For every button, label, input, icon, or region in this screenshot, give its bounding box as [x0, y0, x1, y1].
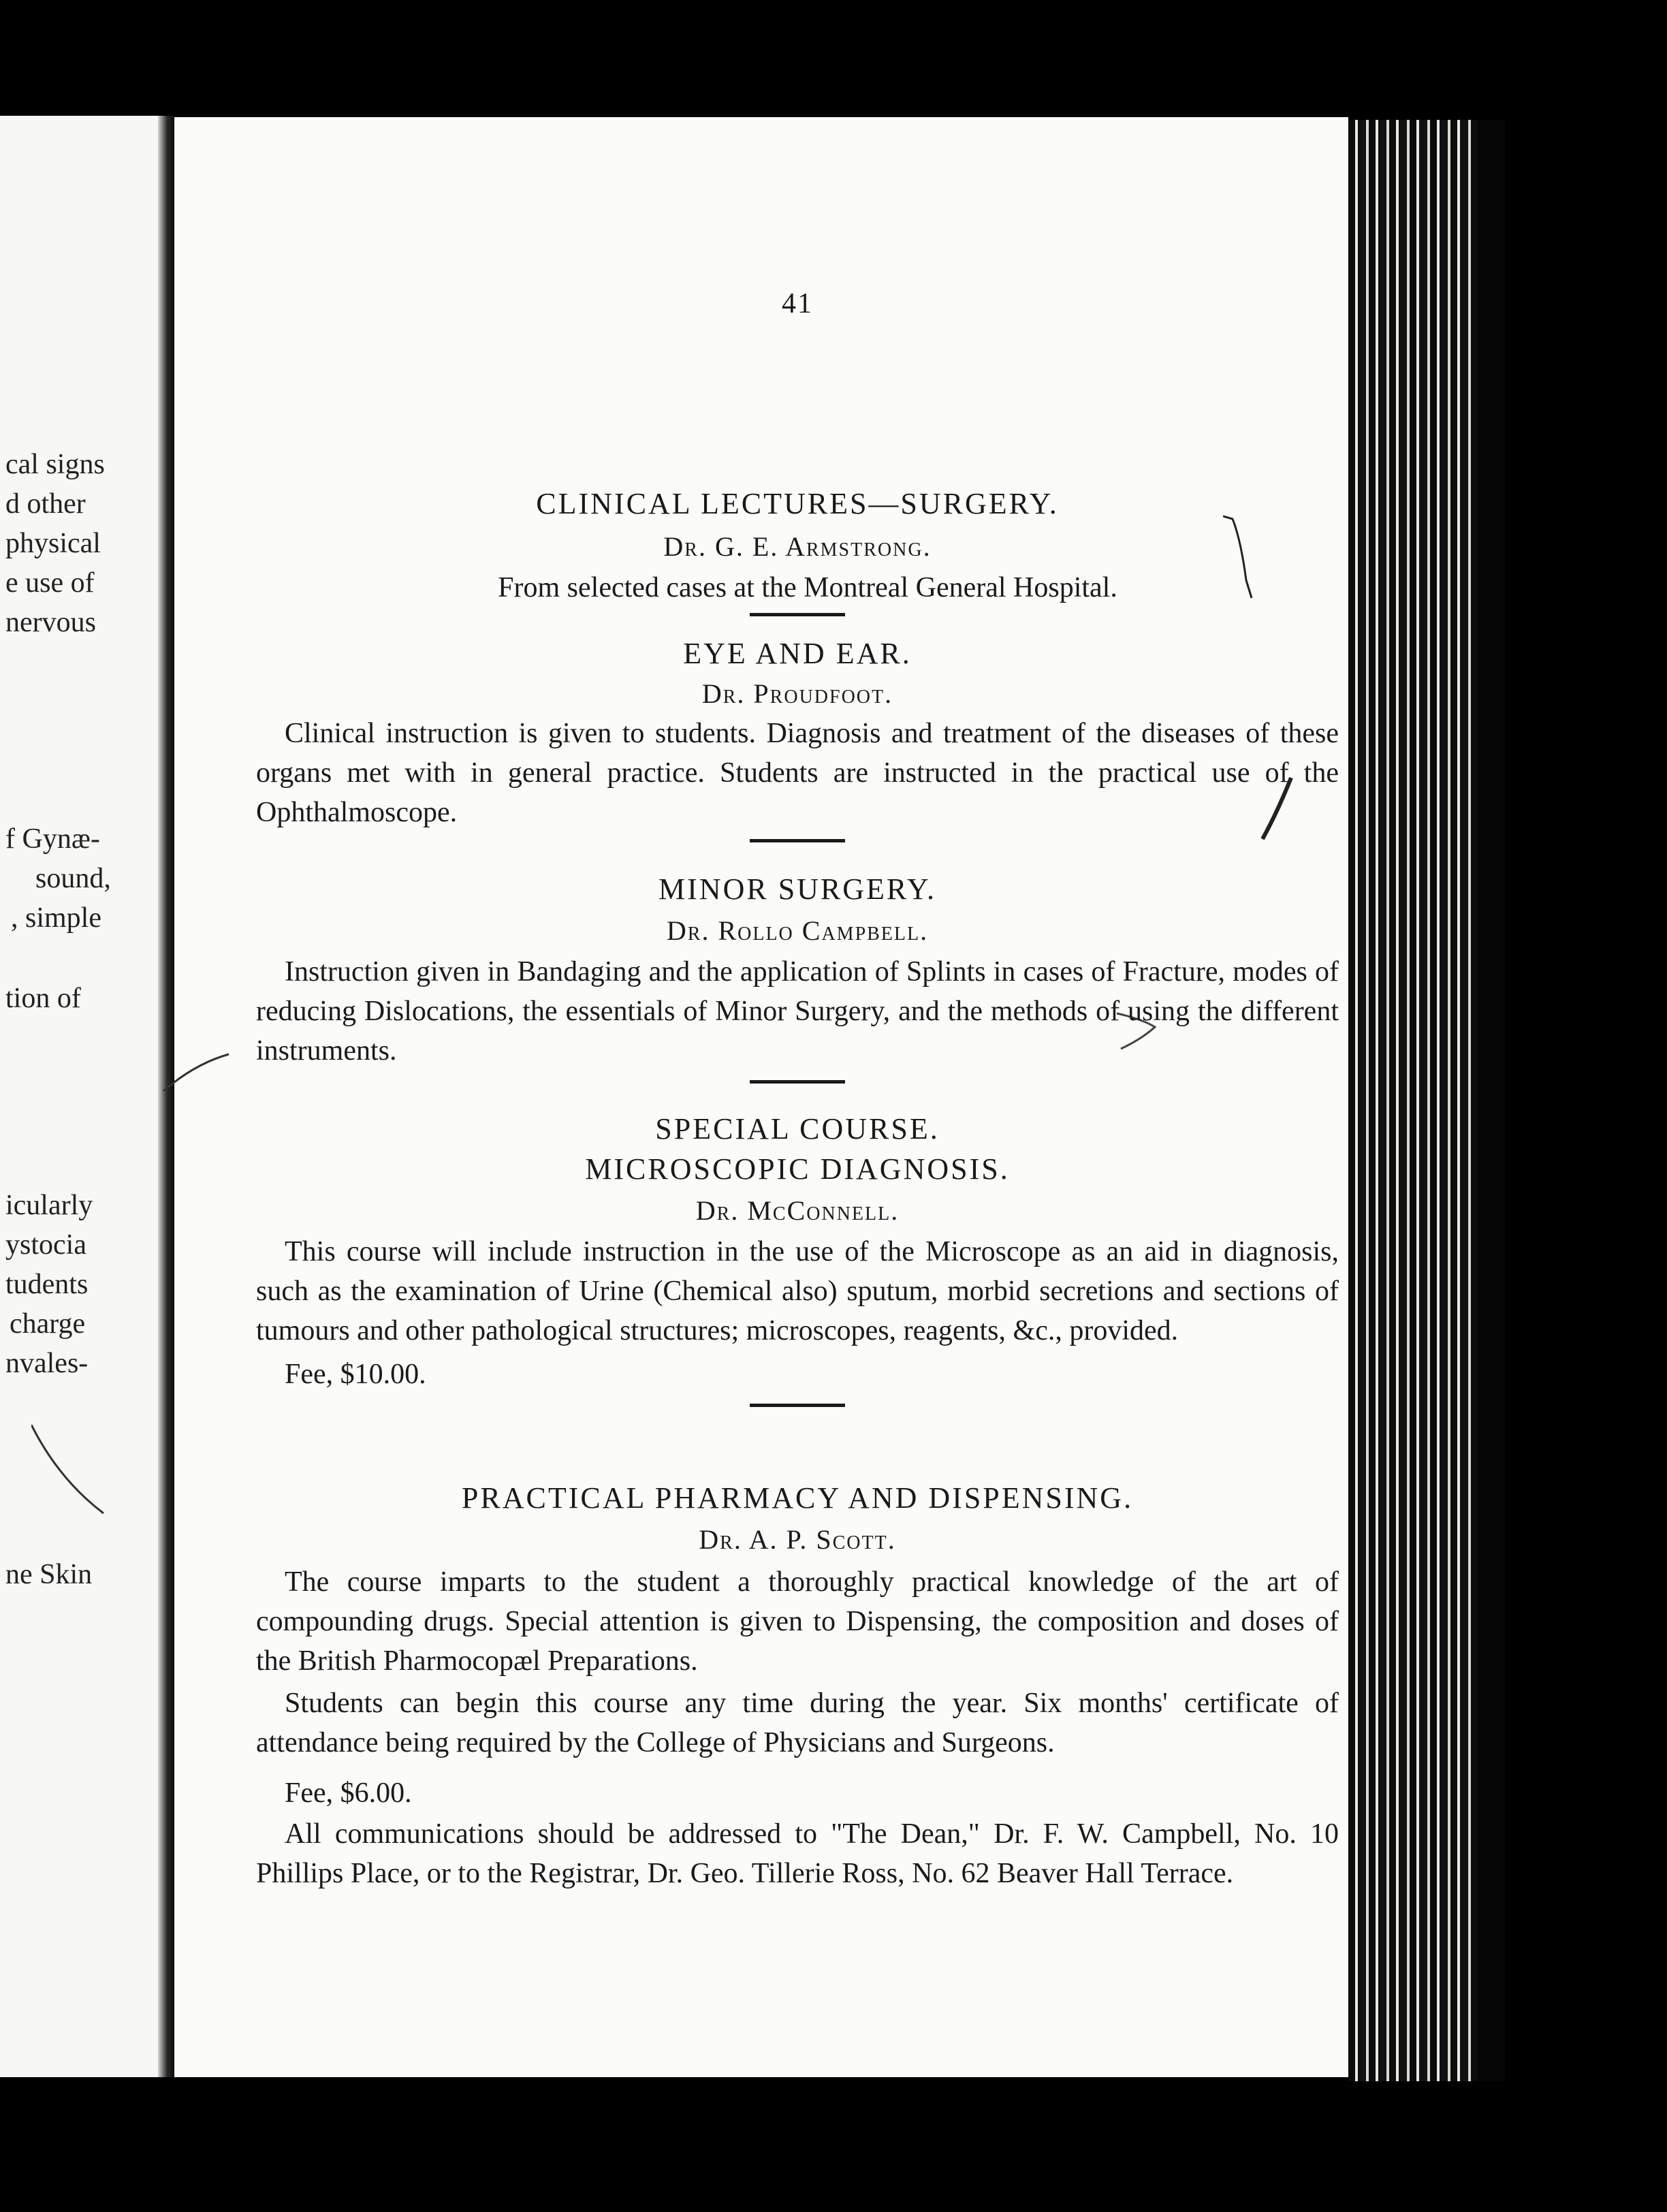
left-fragment: tion of: [5, 983, 81, 1014]
left-fragment: , simple: [11, 902, 101, 934]
left-fragment: icularly: [5, 1190, 93, 1221]
section-special-course: [256, 1111, 1339, 1407]
fee-text: Fee, $6.00.: [285, 1778, 412, 1809]
left-fragment: ne Skin: [5, 1559, 93, 1590]
section-pharmacy: [256, 1481, 1339, 1893]
left-facing-page: [0, 116, 158, 2077]
section-text: Students can begin this course any time during the year. Six months' certificate of attendance being required by the College of Physicians and Surgeons.: [256, 1688, 1339, 1758]
section-text: Instruction given in Bandaging and the application of Splints in cases of Fracture, modes of reducing Dislocations, the essentials of Minor Surgery, and the methods of using the different instruments.: [256, 956, 1339, 1066]
main-page: [174, 117, 1348, 2077]
section-divider: [750, 613, 845, 616]
left-fragment: f Gynæ-: [5, 823, 100, 855]
section-title: MINOR SURGERY.: [658, 872, 936, 906]
section-subtitle: MICROSCOPIC DIAGNOSIS.: [585, 1152, 1010, 1186]
section-divider: [750, 1404, 845, 1407]
lecturer-name: Dr. A. P. Scott.: [699, 1524, 896, 1555]
left-fragment: sound,: [35, 863, 111, 894]
lecturer-name: Dr. McConnell.: [695, 1195, 900, 1226]
left-fragment: tudents: [5, 1269, 89, 1300]
section-title: PRACTICAL PHARMACY AND DISPENSING.: [461, 1481, 1134, 1515]
section-text: From selected cases at the Montreal General Hospital.: [498, 572, 1117, 603]
left-fragment: charge: [10, 1308, 86, 1340]
lecturer-name: Dr. Proudfoot.: [701, 678, 893, 709]
section-surgery: [256, 486, 1339, 616]
section-title: EYE AND EAR.: [683, 637, 912, 670]
left-fragment: ystocia: [5, 1229, 86, 1261]
left-fragment: d other: [5, 488, 86, 520]
section-text: Clinical instruction is given to students. Diagnosis and treatment of the diseases of these organs met with in general practice. Students are instructed in the practical use of the Ophthalmoscope.: [256, 718, 1339, 828]
page-number: 41: [782, 288, 813, 319]
section-divider: [750, 839, 845, 842]
section-text: This course will include instruction in the use of the Microscope as an aid in diagnosis, such as the examination of Urine (Chemical also) sputum, morbid secretions and sections of tumours and other pathological structures; microscopes, reagents, &c., provided.: [256, 1236, 1339, 1346]
fee-text: Fee, $10.00.: [285, 1359, 426, 1390]
section-minor-surgery: [256, 872, 1339, 1084]
section-divider: [750, 1080, 845, 1084]
left-fragment: nervous: [5, 607, 96, 638]
section-title: CLINICAL LECTURES—SURGERY.: [536, 487, 1059, 520]
book-cover-edge: [1478, 120, 1505, 2081]
left-fragment: cal signs: [5, 449, 105, 480]
contact-text: All communications should be addressed to "The Dean," Dr. F. W. Campbell, No. 10 Phillips Place, or to the Registrar, Dr. Geo. Tillerie Ross, No. 62 Beaver Hall Terrace.: [256, 1818, 1339, 1889]
pen-mark-icon: [161, 1050, 236, 1105]
left-fragment: nvales-: [5, 1348, 89, 1379]
section-eye-ear: [256, 636, 1339, 842]
lecturer-name: Dr. G. E. Armstrong.: [663, 531, 932, 562]
section-title: SPECIAL COURSE.: [655, 1112, 940, 1146]
left-fragment: e use of: [5, 567, 95, 599]
section-text: The course imparts to the student a thoroughly practical knowledge of the art of compounding drugs. Special attention is given to Dispensing, the composition and doses of the British Pharmocopæl Preparations.: [256, 1566, 1339, 1677]
left-fragment: physical: [5, 528, 101, 559]
lecturer-name: Dr. Rollo Campbell.: [666, 915, 929, 946]
pen-mark-icon: [31, 1425, 113, 1520]
